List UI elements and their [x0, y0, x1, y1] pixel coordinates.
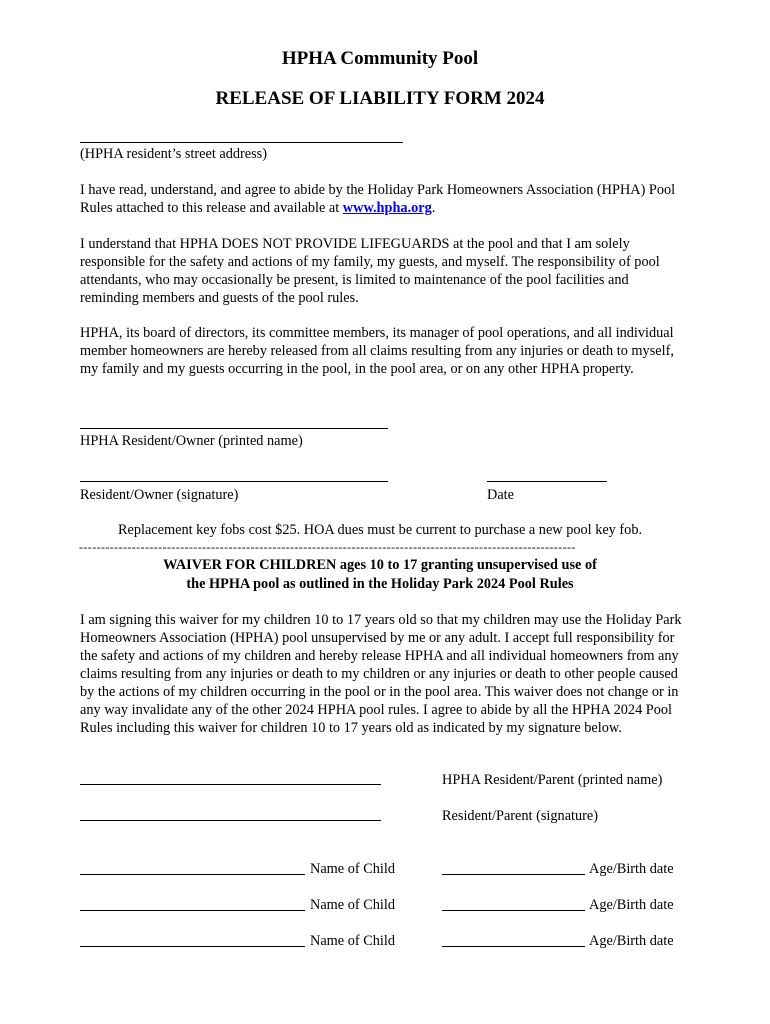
date-line[interactable]: [487, 481, 607, 482]
parent-printed-name-label: HPHA Resident/Parent (printed name): [442, 772, 663, 788]
owner-signature-line[interactable]: [80, 481, 388, 482]
child-age-line[interactable]: [442, 946, 585, 947]
paragraph-agreement: [80, 181, 685, 217]
child-age-label: Age/Birth date: [589, 933, 674, 949]
agreement-text: I have read, understand, and agree to abide by the Holiday Park Homeowners Association (HPHA) Pool Rules attached to this release and available at: [80, 182, 676, 216]
parent-printed-name-line[interactable]: [80, 784, 381, 785]
child-age-label: Age/Birth date: [589, 861, 674, 877]
paragraph-no-lifeguards: I understand that HPHA DOES NOT PROVIDE LIFEGUARDS at the pool and that I am solely responsible for the safety and actions of my family, my guests, and myself. The responsibility of pool attendants, who may occasionally be present, is limited to maintenance of the pool facilities and reminding members and guests of the pool rules.: [80, 236, 660, 306]
child-age-label: Age/Birth date: [589, 897, 674, 913]
waiver-body: I am signing this waiver for my children 10 to 17 years old so that my children may use the Holiday Park Homeowners Association (HPHA) pool unsupervised by me or any adult. I accept full responsibility for the safety and actions of my children and hereby release HPHA and all individual homeowners from any claims resulting from any injuries or death to my children or any injuries or death to other people caused by the actions of my children occurring in the pool or in the pool area. This waiver does not change or in any way invalidate any of the other 2024 HPHA pool rules. I agree to abide by all the HPHA 2024 Pool Rules including this waiver for children 10 to 17 years old as indicated by my signature below.: [80, 612, 682, 736]
paragraph-release: HPHA, its board of directors, its committee members, its manager of pool operations, and all individual member homeowners are hereby released from all claims resulting from any injuries or death to myself, my family and my guests occurring in the pool, in the pool area, or on any other HPHA property.: [80, 325, 674, 377]
child-name-label: Name of Child: [310, 897, 395, 913]
parent-signature-label: Resident/Parent (signature): [442, 808, 599, 824]
child-age-line[interactable]: [442, 910, 585, 911]
street-address-line[interactable]: [80, 142, 403, 143]
key-fob-note: Replacement key fobs cost $25. HOA dues must be current to purchase a new pool key fob.: [117, 522, 643, 538]
hpha-website-link[interactable]: www.hpha.org: [342, 200, 432, 216]
child-name-line[interactable]: [80, 910, 305, 911]
child-name-line[interactable]: [80, 874, 305, 875]
child-name-label: Name of Child: [310, 861, 395, 877]
owner-printed-name-label: HPHA Resident/Owner (printed name): [80, 433, 303, 449]
agreement-period: .: [431, 200, 436, 216]
owner-printed-name-line[interactable]: [80, 428, 388, 429]
child-age-line[interactable]: [442, 874, 585, 875]
parent-signature-line[interactable]: [80, 820, 381, 821]
street-address-label: (HPHA resident’s street address): [80, 146, 268, 162]
section-separator: -----------------------------------------------------------------------------------------------------------------: [79, 540, 576, 554]
child-name-line[interactable]: [80, 946, 305, 947]
waiver-title-line2: the HPHA pool as outlined in the Holiday Park 2024 Pool Rules: [186, 576, 574, 592]
date-label: Date: [487, 487, 514, 503]
child-name-label: Name of Child: [310, 933, 395, 949]
waiver-title-line1: WAIVER FOR CHILDREN ages 10 to 17 granting unsupervised use of: [163, 557, 597, 573]
document-title: HPHA Community Pool: [281, 48, 479, 69]
document-subtitle: RELEASE OF LIABILITY FORM 2024: [215, 88, 545, 109]
owner-signature-label: Resident/Owner (signature): [80, 487, 239, 503]
